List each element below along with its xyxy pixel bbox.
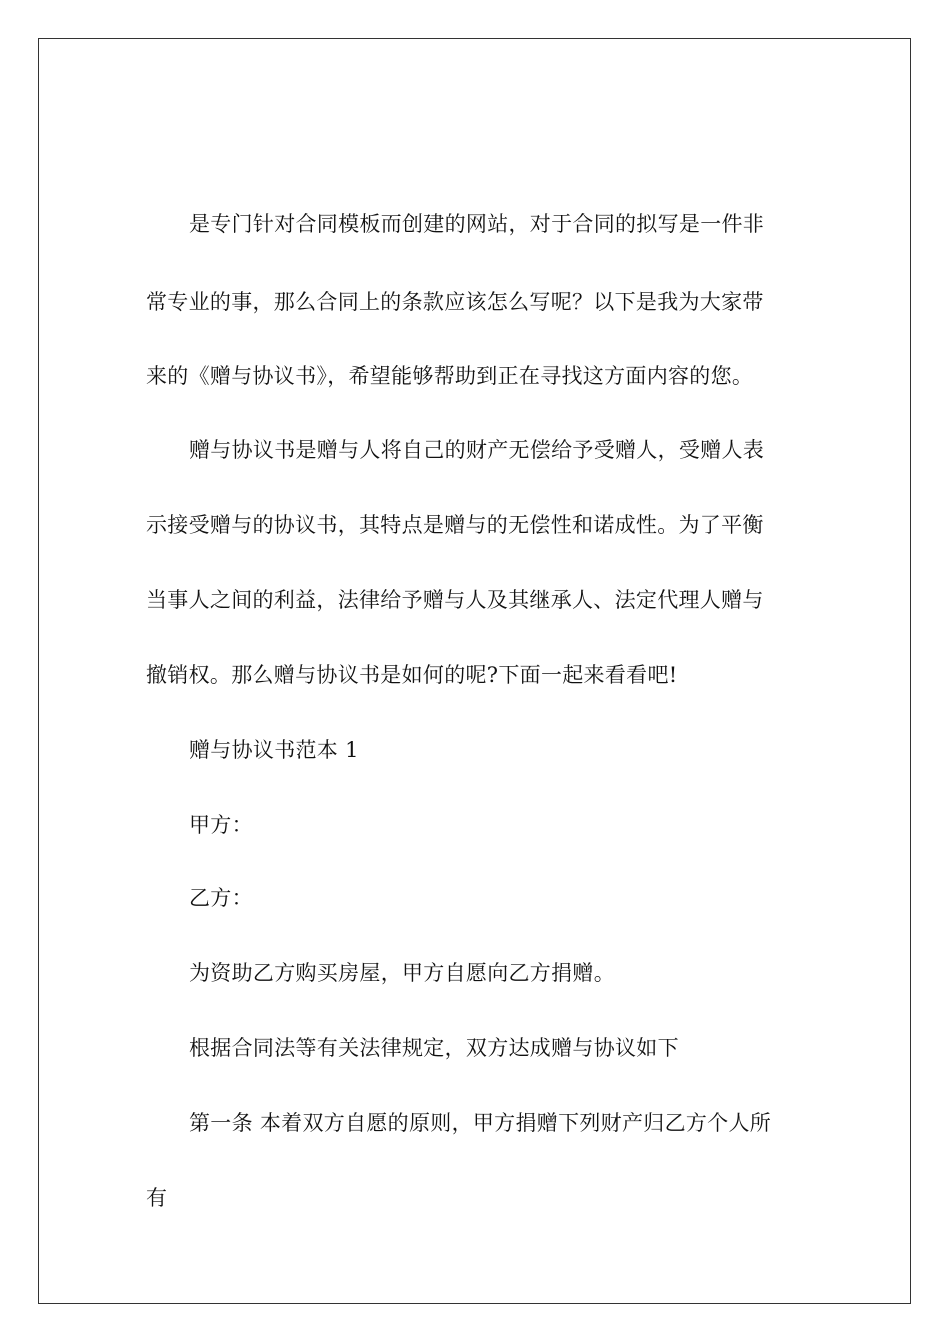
article-one-line-2: 有 [146,1186,168,1210]
paragraph-definition-line-3: 当事人之间的利益，法律给予赠与人及其继承人、法定代理人赠与 [146,588,764,612]
paragraph-intro-line-3: 来的《赠与协议书》，希望能够帮助到正在寻找这方面内容的您。 [146,364,754,388]
paragraph-definition-line-4: 撤销权。那么赠与协议书是如何的呢?下面一起来看看吧! [146,663,678,687]
article-one-line-1: 第一条 本着双方自愿的原则，甲方捐赠下列财产归乙方个人所 [189,1111,772,1135]
purpose-clause: 为资助乙方购买房屋，甲方自愿向乙方捐赠。 [189,961,615,985]
paragraph-intro-line-1: 是专门针对合同模板而创建的网站，对于合同的拟写是一件非 [189,212,765,236]
sample-title: 赠与协议书范本 1 [189,738,359,762]
party-a-label: 甲方： [189,813,253,837]
paragraph-intro-line-2: 常专业的事，那么合同上的条款应该怎么写呢？以下是我为大家带 [146,290,764,314]
paragraph-definition-line-1: 赠与协议书是赠与人将自己的财产无偿给予受赠人，受赠人表 [189,438,765,462]
party-b-label: 乙方： [189,886,253,910]
legal-basis-clause: 根据合同法等有关法律规定，双方达成赠与协议如下 [189,1036,679,1060]
paragraph-definition-line-2: 示接受赠与的协议书，其特点是赠与的无偿性和诺成性。为了平衡 [146,513,764,537]
